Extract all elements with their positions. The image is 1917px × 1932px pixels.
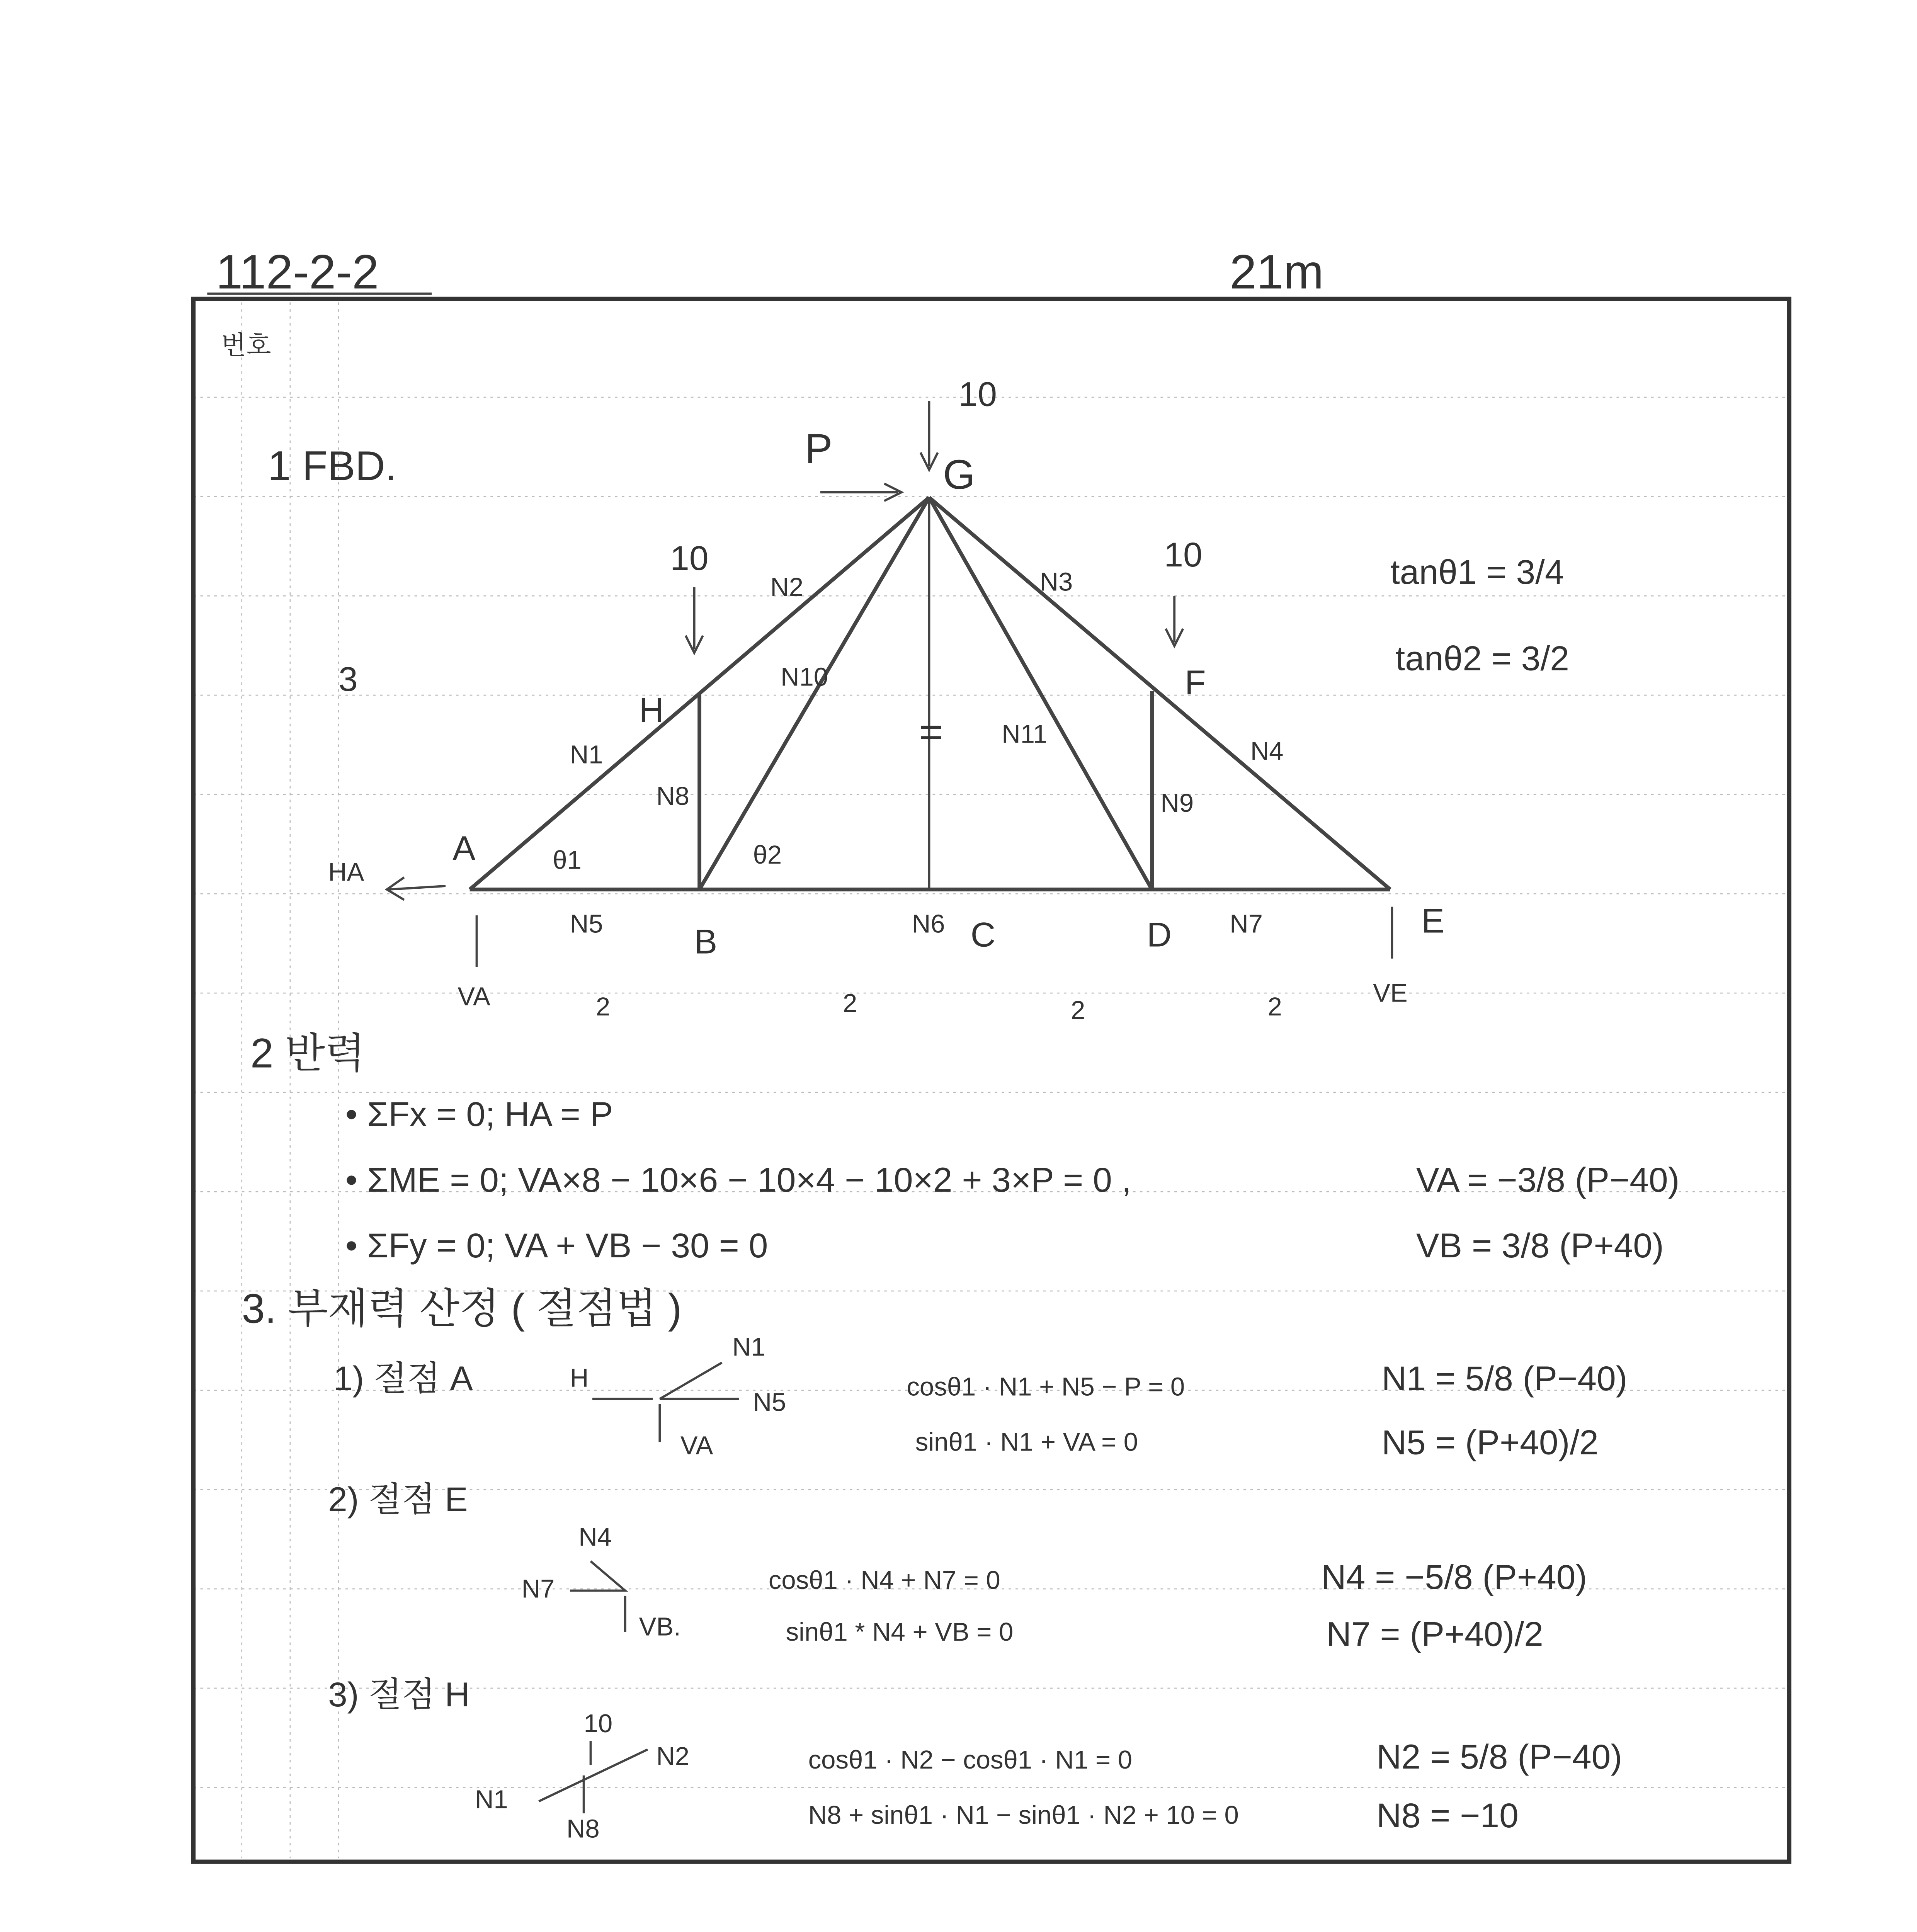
label-n7: N7 [1230,909,1263,939]
fbd-label: N1 [475,1785,508,1814]
label-n4: N4 [1250,736,1284,766]
label-n8: N8 [656,781,690,811]
node-e: E [1421,901,1444,940]
member-n11 [929,497,1152,889]
node-a: A [452,828,476,867]
result: N8 = −10 [1376,1796,1519,1835]
equation: cosθ1 · N4 + N7 = 0 [768,1566,1000,1595]
zero-member-mark: = [919,708,943,755]
span-cd: 2 [1071,996,1085,1025]
fbd-title: 1 FBD. [267,442,397,489]
label-n10: N10 [781,662,828,692]
load-f-value: 10 [1164,535,1203,574]
load-p: P [805,425,833,472]
fbd-label: 10 [583,1709,613,1738]
joint-title: 3) 절점 H [328,1675,470,1714]
load-g-value: 10 [958,374,997,413]
result: VA = −3/8 (P−40) [1416,1160,1680,1199]
joint-h-fbd-arrows [539,1741,648,1813]
equation: sinθ1 * N4 + VB = 0 [786,1617,1014,1647]
equation: cosθ1 · N2 − cosθ1 · N1 = 0 [808,1745,1132,1774]
span-ab: 2 [595,992,611,1022]
reaction-ha-arrow [389,886,446,889]
result: N4 = −5/8 (P+40) [1321,1558,1587,1597]
section-title: 3. 부재력 산정 ( 절점법 ) [242,1285,682,1332]
joint-a-fbd-arrows [592,1363,739,1442]
fbd-label: VA [680,1431,713,1460]
label-n6: N6 [912,909,945,939]
reaction-ve: VE [1373,978,1408,1008]
fbd-label: H [570,1364,589,1393]
reactions-section [250,1030,1679,1265]
fbd-label: N1 [732,1332,765,1362]
tan-theta1: tanθ1 = 3/4 [1390,552,1564,591]
equation: cosθ1 · N1 + N5 − P = 0 [907,1372,1185,1401]
span-de: 2 [1267,992,1282,1022]
fbd-label: N7 [521,1574,555,1604]
score: 21m [1230,245,1324,299]
result: N7 = (P+40)/2 [1326,1614,1543,1653]
node-f: F [1184,663,1206,702]
equation: N8 + sinθ1 · N1 − sinθ1 · N2 + 10 = 0 [808,1800,1239,1830]
truss-fbd [268,374,1569,1025]
problem-id: 112-2-2 [216,245,379,299]
section-title: 2 반력 [250,1030,365,1077]
member-n3-n4 [929,497,1390,889]
label-n9: N9 [1160,788,1194,818]
joint-title: 2) 절점 E [328,1480,468,1519]
number-label: 번호 [221,331,271,360]
fbd-label: N8 [566,1814,600,1844]
tan-theta2: tanθ2 = 3/2 [1395,639,1570,678]
equation: • ΣME = 0; VA×8 − 10×6 − 10×4 − 10×2 + 3×P = 0 , [345,1160,1131,1199]
node-b: B [694,922,718,961]
fbd-label: N5 [753,1388,786,1417]
equation: • ΣFx = 0; HA = P [345,1095,613,1134]
height-dimension: 3 [338,659,358,698]
label-n3: N3 [1039,567,1073,597]
angle-theta2: θ2 [753,840,782,869]
fbd-label: N4 [578,1522,612,1552]
label-n5: N5 [570,909,603,939]
member-n10 [699,497,929,889]
label-n2: N2 [770,573,804,602]
node-h: H [639,690,664,730]
joint-title: 1) 절점 A [333,1359,473,1398]
angle-theta1: θ1 [553,845,582,875]
fbd-label: VB. [639,1612,681,1641]
node-g: G [943,451,975,498]
reaction-ha: HA [328,857,364,887]
equation: sinθ1 · N1 + VA = 0 [915,1427,1138,1457]
result: N2 = 5/8 (P−40) [1376,1737,1623,1776]
result: N1 = 5/8 (P−40) [1381,1359,1628,1398]
span-bc: 2 [843,989,857,1018]
node-c: C [970,915,996,954]
label-n1: N1 [570,740,603,769]
fbd-label: N2 [656,1742,690,1771]
reaction-va: VA [458,982,490,1011]
member-forces-section [242,1286,1628,1844]
result: VB = 3/8 (P+40) [1416,1226,1664,1265]
joint-e-fbd-arrows [570,1561,625,1632]
load-h-value: 10 [670,539,709,578]
label-n11: N11 [1002,719,1048,749]
equation: • ΣFy = 0; VA + VB − 30 = 0 [345,1226,768,1265]
node-d: D [1146,915,1172,954]
result: N5 = (P+40)/2 [1381,1423,1599,1462]
